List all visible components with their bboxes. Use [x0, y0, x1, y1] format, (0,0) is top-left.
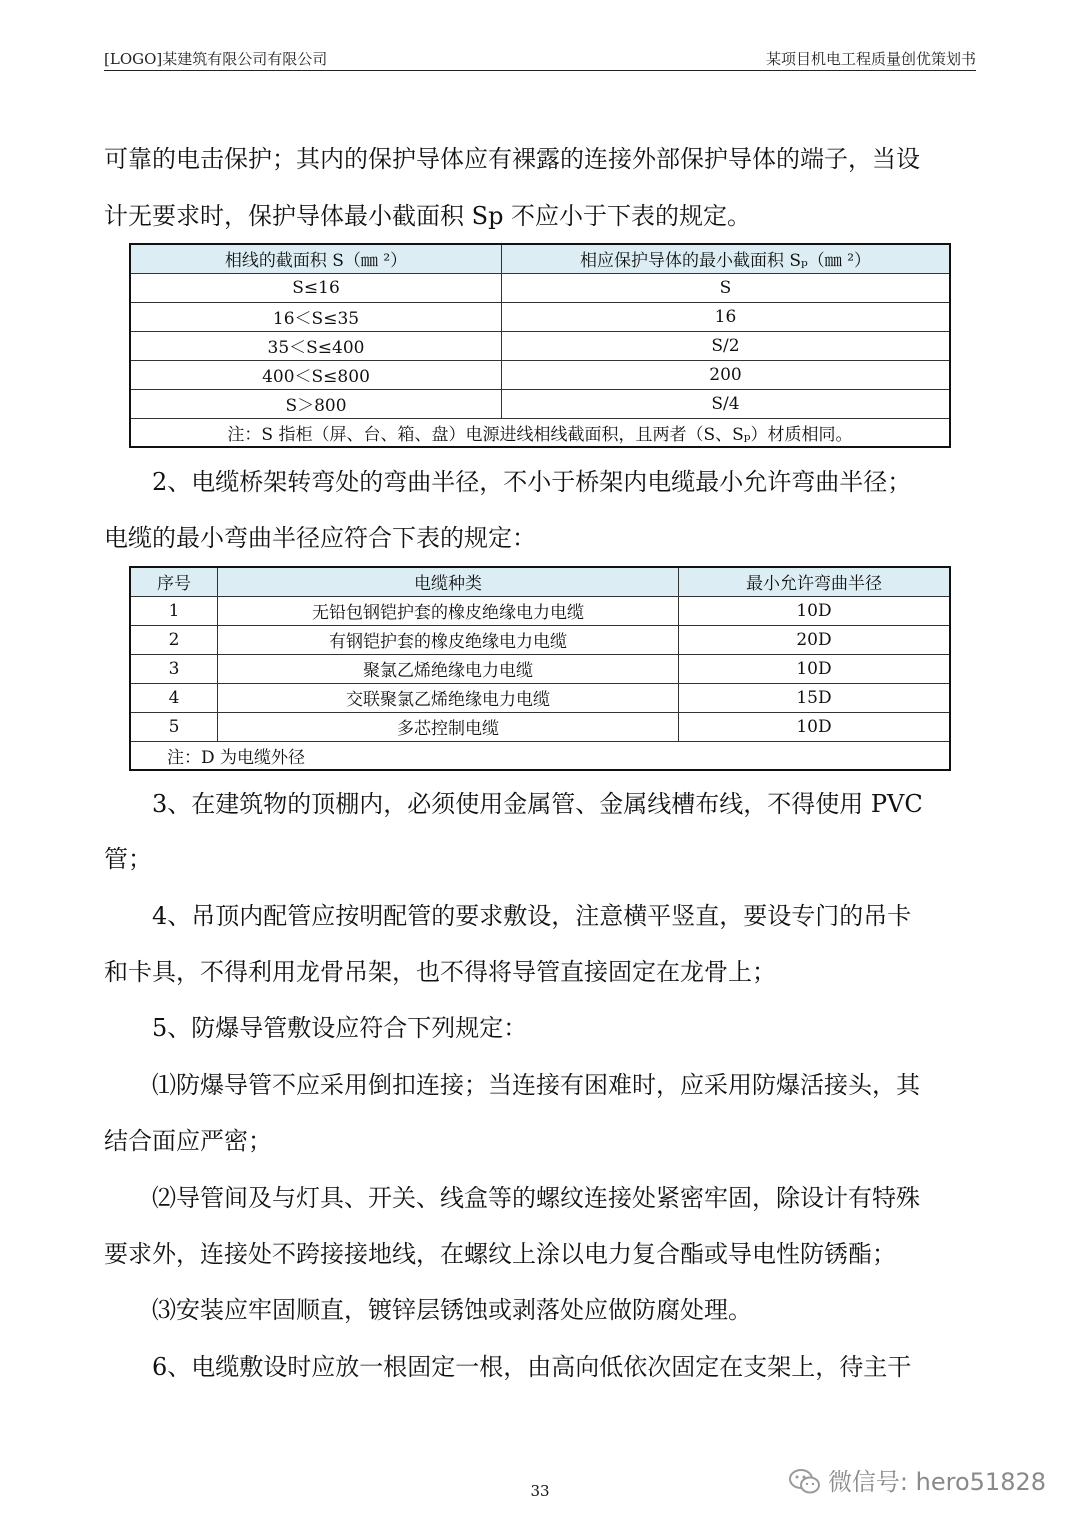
table-row: [130, 360, 950, 389]
table-cell: 聚氯乙烯绝缘电力电缆: [218, 654, 679, 683]
paragraph-line: 结合面应严密；: [104, 1127, 272, 1155]
table-cell: 无铅包钢铠护套的橡皮绝缘电力电缆: [218, 596, 679, 625]
table-cell: 10D: [679, 654, 951, 683]
paragraph-line: 要求外，连接处不跨接接地线，在螺纹上涂以电力复合酯或导电性防锈酯；: [104, 1240, 896, 1268]
table-note-row: [130, 418, 950, 447]
protective-conductor-table: [129, 243, 951, 448]
table-row: [130, 596, 950, 625]
table-header-row: [130, 244, 950, 273]
paragraph-line: 4、吊顶内配管应按明配管的要求敷设，注意横平竖直，要设专门的吊卡: [152, 902, 912, 930]
paragraph-line: 可靠的电击保护；其内的保护导体应有裸露的连接外部保护导体的端子，当设: [104, 145, 920, 173]
table-cell: 200: [502, 360, 951, 389]
table-cell: 400＜S≤800: [130, 360, 502, 389]
paragraph-line: 和卡具，不得利用龙骨吊架，也不得将导管直接固定在龙骨上；: [104, 958, 776, 986]
table-cell: 有钢铠护套的橡皮绝缘电力电缆: [218, 625, 679, 654]
table-header-cell: 序号: [130, 567, 218, 596]
table-cell: 交联聚氯乙烯绝缘电力电缆: [218, 683, 679, 712]
table-header-cell: 电缆种类: [218, 567, 679, 596]
table-row: [130, 302, 950, 331]
paragraph-line: 6、电缆敷设时应放一根固定一根，由高向低依次固定在支架上，待主干: [152, 1353, 912, 1381]
paragraph-line: 2、电缆桥架转弯处的弯曲半径，不小于桥架内电缆最小允许弯曲半径；: [152, 468, 912, 496]
table-cell: 20D: [679, 625, 951, 654]
table-row: [130, 683, 950, 712]
wechat-icon: [788, 1468, 822, 1502]
page-number: 33: [530, 1482, 550, 1500]
paragraph-line: 管；: [104, 845, 152, 873]
table-header-row: [130, 567, 950, 596]
table-cell: S＞800: [130, 389, 502, 418]
table-header-cell: 相应保护导体的最小截面积 Sₚ（㎜ ²）: [502, 244, 951, 273]
document-title: 某项目机电工程质量创优策划书: [765, 50, 976, 68]
table-cell: S/2: [502, 331, 951, 360]
table-cell: 35＜S≤400: [130, 331, 502, 360]
paragraph-line: ⑴防爆导管不应采用倒扣连接；当连接有困难时，应采用防爆活接头，其: [152, 1071, 920, 1099]
paragraph-line: 5、防爆导管敷设应符合下列规定：: [152, 1014, 528, 1042]
table-cell: 1: [130, 596, 218, 625]
table-cell: S: [502, 273, 951, 302]
table-row: [130, 654, 950, 683]
cable-bend-radius-table: [129, 566, 951, 771]
table-row: [130, 712, 950, 741]
watermark-text: 微信号: hero51828: [827, 1468, 1046, 1496]
table-cell: S/4: [502, 389, 951, 418]
table-header-cell: 最小允许弯曲半径: [679, 567, 951, 596]
table-cell: 16＜S≤35: [130, 302, 502, 331]
table-cell: 4: [130, 683, 218, 712]
page-header: [104, 44, 976, 70]
paragraph-line: ⑶安装应牢固顺直，镀锌层锈蚀或剥落处应做防腐处理。: [152, 1296, 752, 1324]
table-cell: 多芯控制电缆: [218, 712, 679, 741]
paragraph-line: ⑵导管间及与灯具、开关、线盒等的螺纹连接处紧密牢固，除设计有特殊: [152, 1184, 920, 1212]
table-cell: 5: [130, 712, 218, 741]
table-note-row: [130, 741, 950, 770]
paragraph-line: 3、在建筑物的顶棚内，必须使用金属管、金属线槽布线，不得使用 PVC: [152, 790, 923, 818]
table-cell: 16: [502, 302, 951, 331]
company-name: [LOGO]某建筑有限公司有限公司: [104, 50, 328, 68]
table-cell: 15D: [679, 683, 951, 712]
table-row: [130, 273, 950, 302]
table-cell: 10D: [679, 596, 951, 625]
table-cell: 2: [130, 625, 218, 654]
table-row: [130, 389, 950, 418]
table-header-cell: 相线的截面积 S（㎜ ²）: [130, 244, 502, 273]
header-divider: [104, 70, 976, 71]
table-row: [130, 625, 950, 654]
table-note: 注：D 为电缆外径: [130, 741, 950, 770]
table-cell: 3: [130, 654, 218, 683]
paragraph-line: 电缆的最小弯曲半径应符合下表的规定：: [104, 524, 536, 552]
paragraph-line: 计无要求时，保护导体最小截面积 Sp 不应小于下表的规定。: [104, 202, 752, 230]
table-cell: 10D: [679, 712, 951, 741]
watermark: [788, 1462, 1046, 1502]
table-cell: S≤16: [130, 273, 502, 302]
table-note: 注：S 指柜（屏、台、箱、盘）电源进线相线截面积，且两者（S、Sₚ）材质相同。: [130, 418, 950, 447]
table-row: [130, 331, 950, 360]
